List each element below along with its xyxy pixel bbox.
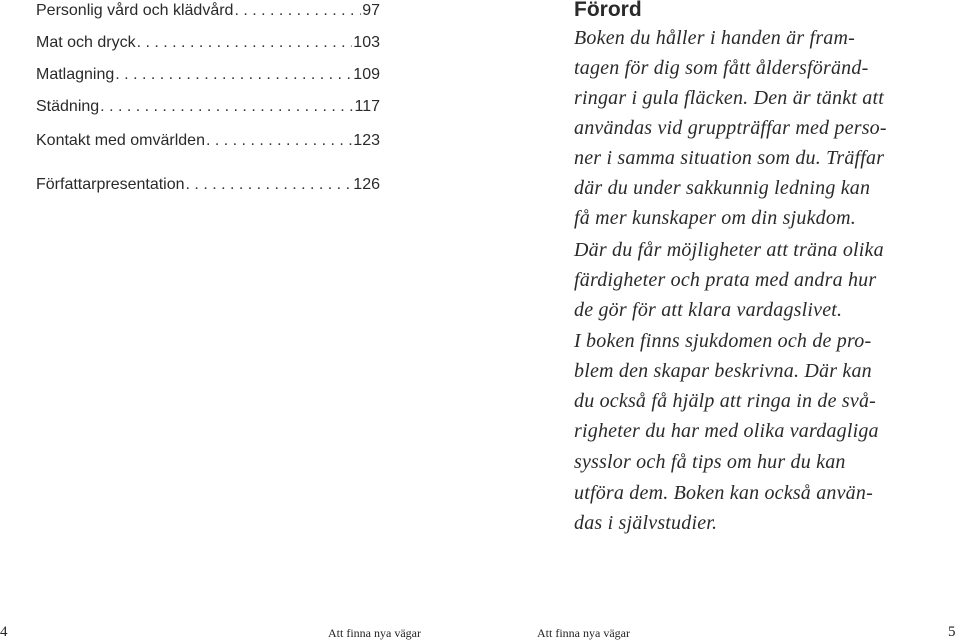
toc-entry-page: 103 <box>353 34 380 51</box>
toc-entry <box>36 34 380 58</box>
toc-leader-dots <box>100 98 353 116</box>
left-running-footer: Att finna nya vägar <box>328 626 421 640</box>
toc-entry <box>36 132 380 156</box>
toc-leader-dots <box>206 132 352 150</box>
left-page-number: 4 <box>0 624 8 640</box>
toc-entry-page: 126 <box>353 176 380 193</box>
toc-entry-title: Mat och dryck <box>36 34 136 51</box>
toc-entry-title: Städning <box>36 98 100 115</box>
toc-entry-page: 123 <box>353 132 380 149</box>
preface-line: sysslor och få tips om hur du kan <box>574 451 846 473</box>
preface-line: färdigheter och prata med andra hur <box>574 269 877 291</box>
toc-entry <box>36 2 380 26</box>
preface-line: du också få hjälp att ringa in de svå- <box>574 390 877 412</box>
toc-entry <box>36 176 380 200</box>
toc-entry-page: 97 <box>362 2 380 19</box>
toc-leader-dots <box>137 34 353 52</box>
toc-leader-dots <box>186 176 353 194</box>
preface-line: där du under sakkunnig ledning kan <box>574 177 871 199</box>
preface-line: få mer kunskaper om din sjukdom. <box>574 207 856 229</box>
preface-line: de gör för att klara vardagslivet. <box>574 299 843 321</box>
preface-line: tagen för dig som fått åldersföränd- <box>574 57 869 79</box>
preface-line: utföra dem. Boken kan också använ- <box>574 482 873 504</box>
preface-line: ner i samma situation som du. Träffar <box>574 147 885 169</box>
toc-entry-title: Kontakt med omvärlden <box>36 132 205 149</box>
toc-entry-page: 109 <box>353 66 380 83</box>
right-page <box>480 0 959 643</box>
preface-line: das i självstudier. <box>574 512 718 534</box>
toc-entry-title: Personlig vård och klädvård <box>36 2 234 19</box>
right-running-footer: Att finna nya vägar <box>537 626 630 640</box>
preface-line: I boken finns sjukdomen och de pro- <box>574 330 872 352</box>
toc-entry <box>36 98 380 122</box>
toc-entry-page: 117 <box>354 98 380 115</box>
toc-entry-title: Författarpresentation <box>36 176 185 193</box>
right-page-number: 5 <box>948 624 956 640</box>
preface-line: användas vid gruppträffar med perso- <box>574 117 887 139</box>
preface-line: Boken du håller i handen är fram- <box>574 27 856 49</box>
preface-line: blem den skapar beskrivna. Där kan <box>574 360 872 382</box>
toc-leader-dots <box>234 2 361 20</box>
toc-entry <box>36 66 380 90</box>
preface-heading: Förord <box>574 0 642 21</box>
preface-line: ringar i gula fläcken. Den är tänkt att <box>574 87 884 109</box>
toc-entry-title: Matlagning <box>36 66 115 83</box>
preface-line: Där du får möjligheter att träna olika <box>574 239 884 261</box>
preface-line: righeter du har med olika vardagliga <box>574 420 879 442</box>
toc-leader-dots <box>115 66 352 84</box>
left-page <box>0 0 479 643</box>
